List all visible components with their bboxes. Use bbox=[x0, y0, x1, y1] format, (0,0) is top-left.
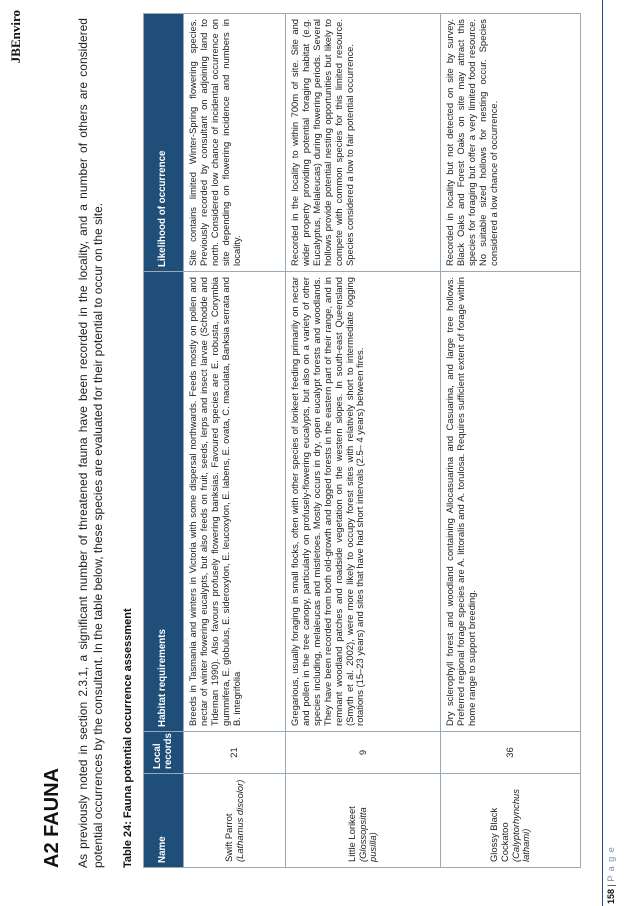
table-header-row bbox=[144, 14, 184, 868]
page-number-separator: | bbox=[606, 884, 616, 887]
likelihood-cell: Recorded in the locality to within 700m of site. Site and wider property providing potential foraging habitat (e.g. Eucalyptus, Melaleucas) during flowering periods. Several hollows provide potential nesting opportunities but likely to compete with common species for this limited resource. Species considered a low to fair potential occurrence. bbox=[286, 14, 441, 272]
habitat-cell: Dry sclerophyll forest and woodland containing Allocasuarina and Casuarina, and large tree hollows. Preferred regional forage species are A. littoralis and A. torulosa. Requires sufficient extent of forage within home range to support breeding. bbox=[441, 272, 581, 732]
page-label: P a g e bbox=[606, 846, 616, 882]
records-cell: 21 bbox=[184, 732, 286, 774]
brand-logo-text: JBEnviro bbox=[8, 10, 23, 64]
table-caption: Table 24: Fauna potential occurrence assessment bbox=[122, 608, 134, 868]
col-header-likelihood: Likelihood of occurrence bbox=[144, 14, 184, 272]
scientific-name: (Lathamus discolor) bbox=[233, 779, 245, 862]
habitat-cell: Gregarious, usually foraging in small flocks, often with other species of lorikeet feeding primarily on nectar and pollen in the tree canopy, particularly on profusely-flowering eucalypts, but also on a variety of other species including, melaleucas and mistletoes. Mostly occurs in dry, open eucalypt forests and woodlands. They have been recorded from both old-growth and logged forests in the eastern part of their range, and in remnant woodland patches and roadside vegetation on the western slopes. In south-east Queensland (Smyth et al. 2002), were more likely to occupy forest sites with relatively short to intermediate logging rotations (15–23 years) and sites that have had short intervals (2.5– 4 years) between fires. bbox=[286, 272, 441, 732]
table-row bbox=[441, 14, 581, 868]
col-header-habitat: Habitat requirements bbox=[144, 272, 184, 732]
species-name-cell bbox=[184, 774, 286, 868]
scientific-name: (Calyptorhynchus lathami) bbox=[509, 789, 532, 862]
page-number-value: 158 bbox=[606, 888, 616, 904]
common-name: Glossy Black Cockatoo bbox=[487, 807, 510, 862]
likelihood-cell: Site contains limited Winter-Spring flowering species. Previously recorded by consultant on adjoining land to north. Considered low chance of incidental occurrence on site depending on flowering incidence and numbers in locality. bbox=[184, 14, 286, 272]
common-name: Little Lorikeet bbox=[345, 806, 357, 862]
section-heading: A2 FAUNA bbox=[41, 767, 63, 868]
page-number bbox=[606, 846, 616, 904]
col-header-records: Local records bbox=[144, 732, 184, 774]
page-footer bbox=[602, 0, 625, 906]
fauna-table bbox=[143, 13, 581, 868]
intro-paragraph: As previously noted in section 2.3.1, a significant number of threatened fauna have been recorded in the locality, and a number of others are considered potential occurrences by the consultant. In the table below, these species are evaluated for their potential to occur on the site. bbox=[76, 18, 105, 868]
records-cell: 9 bbox=[286, 732, 441, 774]
habitat-cell: Breeds in Tasmania and winters in Victoria with some dispersal northwards. Feeds mostly on pollen and nectar of winter flowering eucalypts, but also feeds on fruit, seeds, lerps and insect larvae (Schodde and Tideman 1990). Also favours profusely flowering banksias. Favoured species are E. robusta, Corymbia gummifera, E. globulus, E. sideroxylon, E. leucoxylon, E. labens, E. ovata, C. maculata, Banksia serrata and B. integrifolia bbox=[184, 272, 286, 732]
table-row bbox=[286, 14, 441, 868]
scientific-name: (Glossopsitta pusilla) bbox=[356, 807, 379, 862]
likelihood-cell: Recorded in locality but not detected on site by survey. Black Oaks and Forest Oaks on site may attract this species for foraging but offer a very limited food resource. No suitable sized hollows for nesting occur. Species considered a low chance of occurrence. bbox=[441, 14, 581, 272]
col-header-name: Name bbox=[144, 774, 184, 868]
records-cell: 36 bbox=[441, 732, 581, 774]
common-name: Swift Parrot bbox=[222, 813, 234, 862]
species-name-cell bbox=[441, 774, 581, 868]
species-name-cell bbox=[286, 774, 441, 868]
table-row bbox=[184, 14, 286, 868]
